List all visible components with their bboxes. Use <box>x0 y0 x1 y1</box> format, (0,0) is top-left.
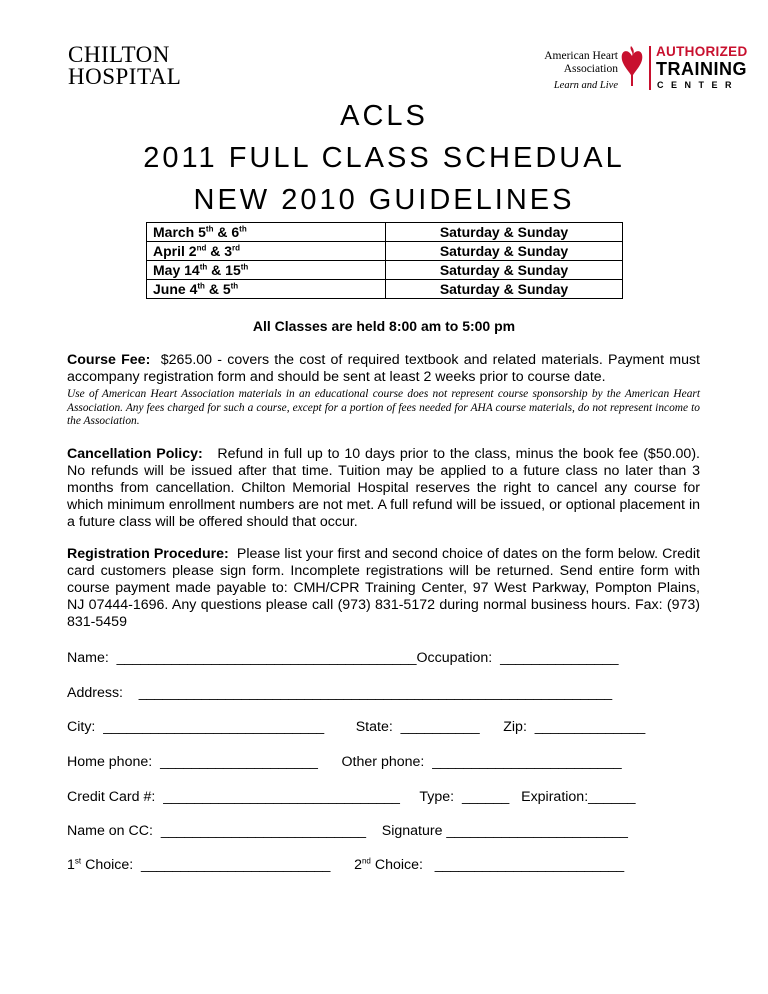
badge-training: TRAINING <box>656 59 747 79</box>
hospital-name-line1: CHILTON <box>68 42 170 67</box>
choice-fields[interactable]: 1st Choice: ________________________ 2nd Choice: ________________________ <box>67 856 625 873</box>
title-schedule: 2011 FULL CLASS SCHEDUAL <box>143 142 625 174</box>
registration-paragraph <box>67 546 700 631</box>
title-acls: ACLS <box>340 100 428 132</box>
city-state-zip-field[interactable]: City: ____________________________ State: __________ Zip: ______________ <box>67 719 646 735</box>
hospital-name-line2: HOSPITAL <box>68 64 182 89</box>
chilton-hospital-logo <box>68 44 181 88</box>
table-row <box>147 242 623 261</box>
course-fee-label: Course Fee: <box>67 352 151 368</box>
title-guidelines: NEW 2010 GUIDELINES <box>193 184 575 216</box>
table-row <box>147 261 623 280</box>
badge-divider <box>649 46 651 90</box>
schedule-dates: March 5th & 6th <box>147 223 386 242</box>
schedule-days: Saturday & Sunday <box>386 223 623 242</box>
schedule-dates: April 2nd & 3rd <box>147 242 386 261</box>
badge-authorized: AUTHORIZED <box>656 44 748 59</box>
schedule-days: Saturday & Sunday <box>386 261 623 280</box>
schedule-days: Saturday & Sunday <box>386 280 623 299</box>
schedule-days: Saturday & Sunday <box>386 242 623 261</box>
credit-card-field[interactable]: Credit Card #: ______________________________ Type: ______ Expiration:______ <box>67 789 636 805</box>
address-field[interactable]: Address: ____________________________________________________________ <box>67 685 613 701</box>
cancellation-label: Cancellation Policy: <box>67 446 203 462</box>
table-row <box>147 280 623 299</box>
cancellation-paragraph <box>67 446 700 531</box>
class-hours: All Classes are held 8:00 am to 5:00 pm <box>252 318 516 334</box>
schedule-dates: June 4th & 5th <box>147 280 386 299</box>
schedule-table <box>146 222 623 299</box>
registration-text: Please list your first and second choice of dates on the form below. Credit card customers please sign form. Incomplete registrations will be returned. Send entire form with course payment made payable to: CMH/CPR Training Center, 97 West Parkway, Pompton Plains, NJ 07444-1696. Any questions please call (973) 831-5172 during normal business hours. Fax: (973) 831-5459 <box>67 546 700 630</box>
aha-disclaimer: Use of American Heart Association materials in an educational course does not represent course sponsorship by the American Heart Association. Any fees charged for such a course, except for a portion of fees needed for AHA course materials, do not represent income to the Association. <box>67 388 700 427</box>
heart-torch-icon <box>620 42 644 90</box>
aha-training-center-logo <box>512 42 748 94</box>
table-row <box>147 223 623 242</box>
course-fee-paragraph <box>67 352 700 386</box>
course-fee-text: $265.00 - covers the cost of required textbook and related materials. Payment must accompany registration form and should be sent at least 2 weeks prior to course date. <box>67 352 700 385</box>
aha-tagline: Learn and Live <box>553 80 618 91</box>
name-occupation-field[interactable]: Name: ______________________________________Occupation: _______________ <box>67 650 619 666</box>
badge-center: CENTER <box>657 80 740 90</box>
cancellation-text: Refund in full up to 10 days prior to the class, minus the book fee ($50.00). No refunds will be issued after that time. Tuition may be applied to a future class no later than 3 months from cancellation. Chilton Memorial Hospital reserves the right to cancel any course for which minimum enrollment numbers are not met. A full refund will be issued, or optional placement in a future class will be offered should that occur. <box>67 446 700 530</box>
phone-fields[interactable]: Home phone: ____________________ Other phone: ________________________ <box>67 754 622 770</box>
name-on-cc-signature-field[interactable]: Name on CC: __________________________ Signature _______________________ <box>67 823 628 839</box>
schedule-dates: May 14th & 15th <box>147 261 386 280</box>
aha-name: American Heart Association <box>544 50 618 75</box>
registration-label: Registration Procedure: <box>67 546 229 562</box>
